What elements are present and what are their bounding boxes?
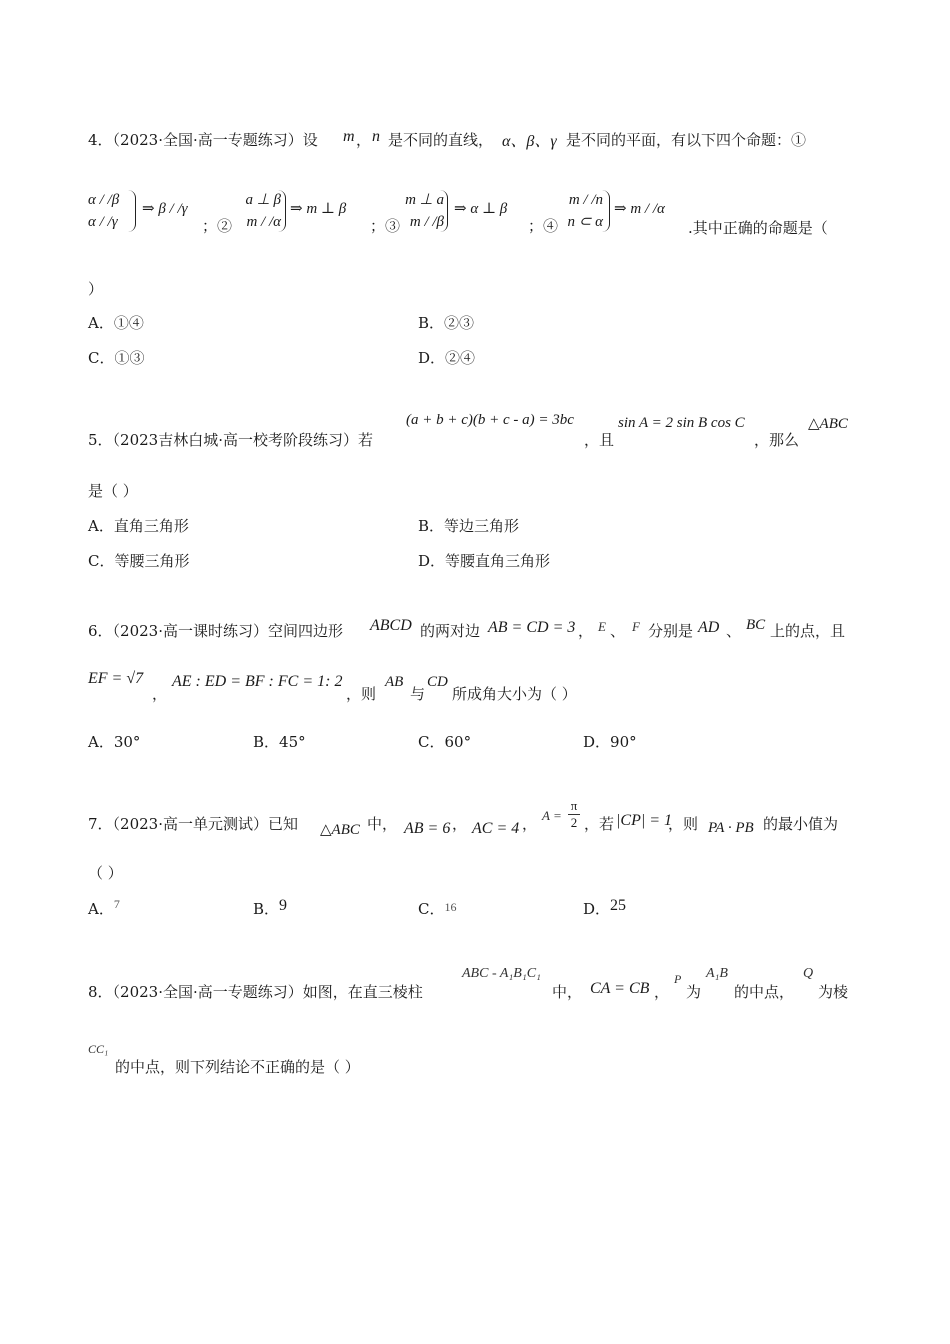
q4-prop3-bottom: m / /β — [409, 214, 444, 230]
q4-sep2: ；③ — [370, 217, 401, 235]
q5-mid: ，且 — [584, 431, 615, 449]
q6-stem: 6．（2023·高一课时练习）空间四边形 — [88, 622, 343, 640]
q6-abcd: ABCD — [370, 617, 412, 634]
q6-t9: ，则 — [346, 685, 377, 703]
q4-prop4-result: ⇒ m / /α — [614, 201, 665, 217]
q4-close-paren: ） — [88, 280, 104, 298]
q4-greek-planes: α、β、γ — [502, 133, 557, 150]
q7-t6: ，则 — [668, 815, 699, 833]
q6-t2: 的两对边 — [420, 622, 481, 640]
q4-prop1-premises — [88, 189, 119, 233]
q6-ab: AB — [385, 674, 404, 690]
q8-t4: 为 — [686, 983, 702, 1001]
q8-a1b: A₁B — [706, 966, 728, 981]
q8-ca-cb: CA = CB — [590, 980, 650, 997]
q4-option-c[interactable]: C．①③ — [88, 349, 145, 367]
q5-mid2: ，那么 — [754, 431, 800, 449]
q6-ab-eq-cd: AB = CD = 3 — [488, 619, 576, 636]
q6-cd: CD — [427, 674, 448, 690]
q5-option-b[interactable]: B．等边三角形 — [418, 517, 520, 535]
q8-t2: 中， — [552, 983, 583, 1001]
q4-sep1: ；② — [202, 217, 233, 235]
q6-point-e: E — [598, 619, 606, 634]
q4-text3: 是不同的平面，有以下四个命题：① — [566, 131, 807, 149]
q8-point-q: Q — [803, 966, 814, 981]
q7-option-c-label: C． — [418, 900, 445, 918]
q6-ad: AD — [698, 619, 720, 636]
q6-t11: 所成角大小为（ ） — [452, 685, 577, 703]
q4-text2: 是不同的直线， — [388, 131, 494, 149]
q6-option-a[interactable]: A．30° — [88, 733, 141, 751]
q7-t3: ， — [452, 815, 468, 833]
q7-option-d[interactable] — [583, 898, 626, 919]
q4-stem: 4．（2023·全国·高一专题练习）设 — [88, 131, 318, 149]
q8-t3: ， — [654, 983, 670, 1001]
q6-t7: 上的点，且 — [770, 622, 846, 640]
q7-t7: 的最小值为 — [763, 815, 839, 833]
q7-option-d-value: 25 — [610, 897, 627, 914]
q7-option-a[interactable] — [88, 898, 120, 919]
q5-formula1: (a + b + c)(b + c - a) = 3bc — [406, 412, 574, 428]
q5-triangle: △ABC — [808, 416, 848, 432]
q6-t3: ， — [578, 622, 594, 640]
q7-option-a-label: A． — [88, 900, 114, 918]
q4-prop3-result: ⇒ α ⊥ β — [454, 201, 508, 217]
q4-prop4-bottom: n ⊂ α — [567, 214, 603, 230]
q6-t8: ， — [152, 685, 168, 703]
q8-stem: 8．（2023·全国·高一专题练习）如图，在直三棱柱 — [88, 983, 423, 1001]
q6-t4: 、 — [610, 622, 626, 640]
q5-stem: 5．（2023吉林白城·高一校考阶段练习）若 — [88, 431, 373, 449]
q4-sep3: ；④ — [528, 217, 559, 235]
q5-option-c[interactable]: C．等腰三角形 — [88, 552, 190, 570]
q4-brace1 — [128, 190, 136, 232]
q4-prop2-premises — [236, 189, 281, 233]
q4-brace3 — [440, 190, 448, 232]
q7-option-b-label: B． — [253, 900, 280, 918]
q4-prop4-top: m / /n — [568, 192, 603, 208]
q4-prop1-bottom: α / /γ — [88, 214, 118, 230]
q6-t10: 与 — [410, 685, 426, 703]
q6-point-f: F — [632, 619, 640, 634]
q7-t4: ， — [522, 815, 538, 833]
q6-option-c[interactable]: C．60° — [418, 733, 472, 751]
q4-comma: ， — [356, 131, 372, 149]
q7-t5: ，若 — [584, 815, 615, 833]
q4-prop2-top: a ⊥ β — [245, 192, 281, 208]
q5-formula2: sin A = 2 sin B cos C — [618, 415, 745, 431]
q8-t5: 的中点， — [734, 983, 795, 1001]
q6-t6: 、 — [726, 622, 742, 640]
q4-prop3-premises — [400, 189, 444, 233]
q6-ef: EF = √7 — [88, 670, 144, 687]
q6-t5: 分别是 — [648, 622, 694, 640]
q7-cp: |CP| = 1 — [616, 812, 673, 829]
q4-prop4-premises — [563, 189, 603, 233]
q7-two: 2 — [570, 815, 578, 830]
q6-option-b[interactable]: B．45° — [253, 733, 306, 751]
q4-prop1-result: ⇒ β / /γ — [142, 201, 188, 217]
q7-option-c[interactable] — [418, 898, 456, 919]
q7-a-eq: A = — [542, 808, 562, 823]
q5-option-d[interactable]: D．等腰直角三角形 — [418, 552, 551, 570]
q7-option-a-value: 7 — [113, 897, 120, 911]
q4-option-b[interactable]: B．②③ — [418, 314, 475, 332]
q8-t6: 为棱 — [818, 983, 849, 1001]
q8-prism: ABC - A₁B₁C₁ — [462, 966, 541, 981]
q7-t2: 中， — [367, 815, 398, 833]
q4-option-d[interactable]: D．②④ — [418, 349, 476, 367]
q4-option-a[interactable]: A．①④ — [88, 314, 144, 332]
q6-option-d[interactable]: D．90° — [583, 733, 637, 751]
q4-brace4 — [602, 190, 610, 232]
q6-ratio: AE : ED = BF : FC = 1: 2 — [172, 673, 343, 690]
q4-brace2 — [278, 190, 286, 232]
q4-var-m: m — [343, 128, 355, 145]
q8-point-p: P — [674, 972, 682, 986]
q5-option-a[interactable]: A．直角三角形 — [88, 517, 189, 535]
q7-ac4: AC = 4 — [472, 820, 520, 837]
q7-line2: （ ） — [88, 864, 123, 882]
q7-option-b-value: 9 — [279, 897, 288, 914]
q4-prop3-top: m ⊥ a — [405, 192, 444, 208]
q4-tail: .其中正确的命题是（ — [688, 219, 828, 237]
q8-line2: 的中点，则下列结论不正确的是（ ） — [115, 1058, 360, 1076]
q7-option-c-value: 16 — [444, 900, 457, 914]
q4-prop2-bottom: m / /α — [246, 214, 281, 230]
q6-bc: BC — [746, 617, 766, 633]
q4-prop2-result: ⇒ m ⊥ β — [290, 201, 347, 217]
q7-stem: 7．（2023·高一单元测试）已知 — [88, 815, 298, 833]
q7-papb: PA · PB — [708, 820, 754, 836]
q4-var-n: n — [372, 128, 380, 145]
q7-angle-fraction — [568, 798, 580, 831]
q7-ab6: AB = 6 — [404, 820, 451, 837]
q4-prop1-top: α / /β — [88, 192, 120, 208]
q8-cc1: CC₁ — [88, 1042, 109, 1056]
q7-option-d-label: D． — [583, 900, 611, 918]
q5-line2: 是（ ） — [88, 482, 138, 500]
q7-pi: π — [568, 798, 580, 815]
q7-option-b[interactable] — [253, 898, 287, 919]
q7-triangle: △ABC — [320, 822, 360, 838]
